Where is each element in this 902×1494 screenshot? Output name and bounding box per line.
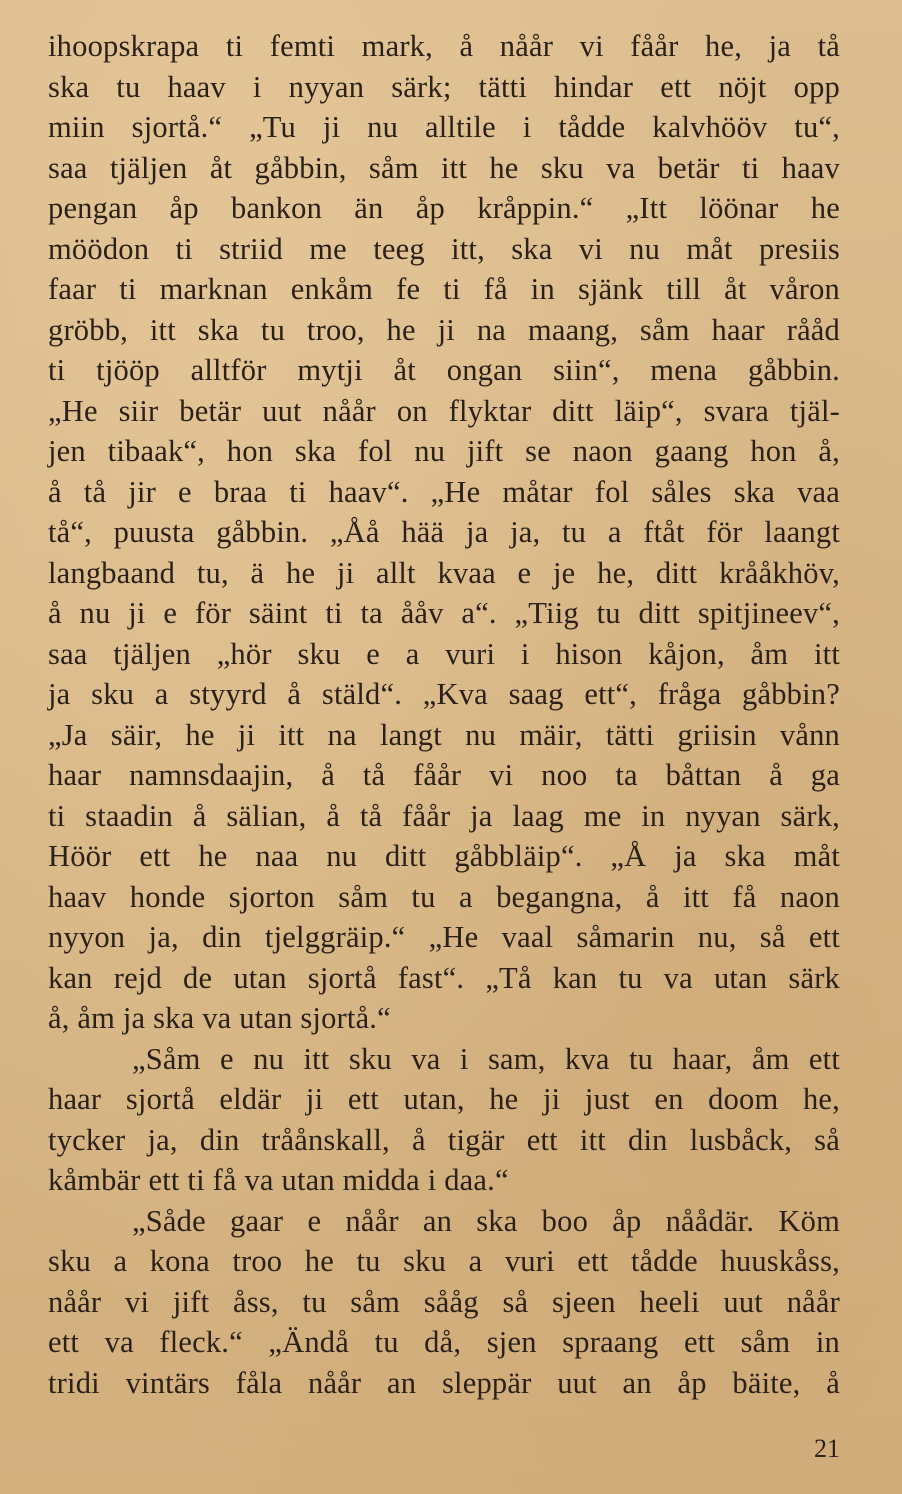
text-line: ska tu haav i nyyan särk; tätti hindar ett nöjt opp bbox=[48, 69, 840, 104]
text-line: jen tibaak“, hon ska fol nu jift se naon gaang hon å, bbox=[48, 434, 840, 468]
text-line: å nu ji e för säint ti ta ååv a“. „Tiig tu ditt spitjineev“, bbox=[48, 596, 840, 630]
text-line: ja sku a styyrd å stäld“. „Kva saag ett“, fråga gåbbin? bbox=[48, 677, 840, 711]
text-line: tå“, puusta gåbbin. „Åå hää ja ja, tu a ftåt för laangt bbox=[48, 515, 840, 549]
text-line: ihoopskrapa ti femti mark, å nåår vi fåår he, ja tå bbox=[48, 29, 840, 63]
text-line: saa tjäljen „hör sku e a vuri i hison kåjon, åm itt bbox=[48, 636, 840, 671]
text-line: „Såm e nu itt sku va i sam, kva tu haar, åm ett bbox=[132, 1041, 840, 1076]
text-line: nyyon ja, din tjelggräip.“ „He vaal såmarin nu, så ett bbox=[48, 920, 840, 954]
text-line: langbaand tu, ä he ji allt kvaa e je he, ditt krååkhöv, bbox=[48, 555, 840, 590]
text-line: å, åm ja ska va utan sjortå.“ bbox=[48, 1001, 391, 1035]
text-line: pengan åp bankon än åp kråppin.“ „Itt löönar he bbox=[48, 191, 840, 225]
text-line: Höör ett he naa nu ditt gåbbläip“. „Å ja ska måt bbox=[48, 839, 840, 873]
text-line: å tå jir e braa ti haav“. „He måtar fol såles ska vaa bbox=[48, 474, 840, 509]
text-line: „He siir betär uut nåår on flyktar ditt läip“, svara tjäl- bbox=[48, 393, 840, 428]
text-line: sku a kona troo he tu sku a vuri ett tådde huuskåss, bbox=[48, 1244, 840, 1278]
text-line: ti staadin å sälian, å tå fåår ja laag me in nyyan särk, bbox=[48, 798, 840, 833]
text-line: faar ti marknan enkåm fe ti få in sjänk till åt våron bbox=[48, 272, 840, 306]
text-line: „Ja säir, he ji itt na langt nu mäir, tätti griisin vånn bbox=[48, 717, 840, 752]
text-line: miin sjortå.“ „Tu ji nu alltile i tådde kalvhööv tu“, bbox=[48, 110, 840, 144]
text-line: tridi vintärs fåla nåår an sleppär uut an åp bäite, å bbox=[48, 1365, 840, 1400]
text-line: möödon ti striid me teeg itt, ska vi nu måt presiis bbox=[48, 231, 840, 266]
text-line: „Såde gaar e nåår an ska boo åp nåådär. Köm bbox=[132, 1203, 840, 1238]
body-text bbox=[48, 26, 840, 1403]
text-line: tycker ja, din tråånskall, å tigär ett itt din lusbåck, så bbox=[48, 1122, 840, 1157]
text-line: haar sjortå eldär ji ett utan, he ji just en doom he, bbox=[48, 1082, 840, 1116]
text-line: haav honde sjorton såm tu a begangna, å itt få naon bbox=[48, 879, 840, 914]
text-line: kan rejd de utan sjortå fast“. „Tå kan tu va utan särk bbox=[48, 960, 840, 995]
text-line: haar namnsdaajin, å tå fåår vi noo ta båttan å ga bbox=[48, 758, 840, 792]
text-line: saa tjäljen åt gåbbin, såm itt he sku va betär ti haav bbox=[48, 150, 840, 185]
page-number: 21 bbox=[814, 1434, 840, 1463]
text-line: kåmbär ett ti få va utan midda i daa.“ bbox=[48, 1163, 509, 1197]
text-line: ti tjööp alltför mytji åt ongan siin“, mena gåbbin. bbox=[48, 353, 840, 387]
text-line: ett va fleck.“ „Ändå tu då, sjen spraang ett såm in bbox=[48, 1325, 840, 1359]
text-line: gröbb, itt ska tu troo, he ji na maang, såm haar rååd bbox=[48, 312, 840, 347]
text-line: nåår vi jift åss, tu såm sååg så sjeen heeli uut nåår bbox=[48, 1284, 840, 1319]
